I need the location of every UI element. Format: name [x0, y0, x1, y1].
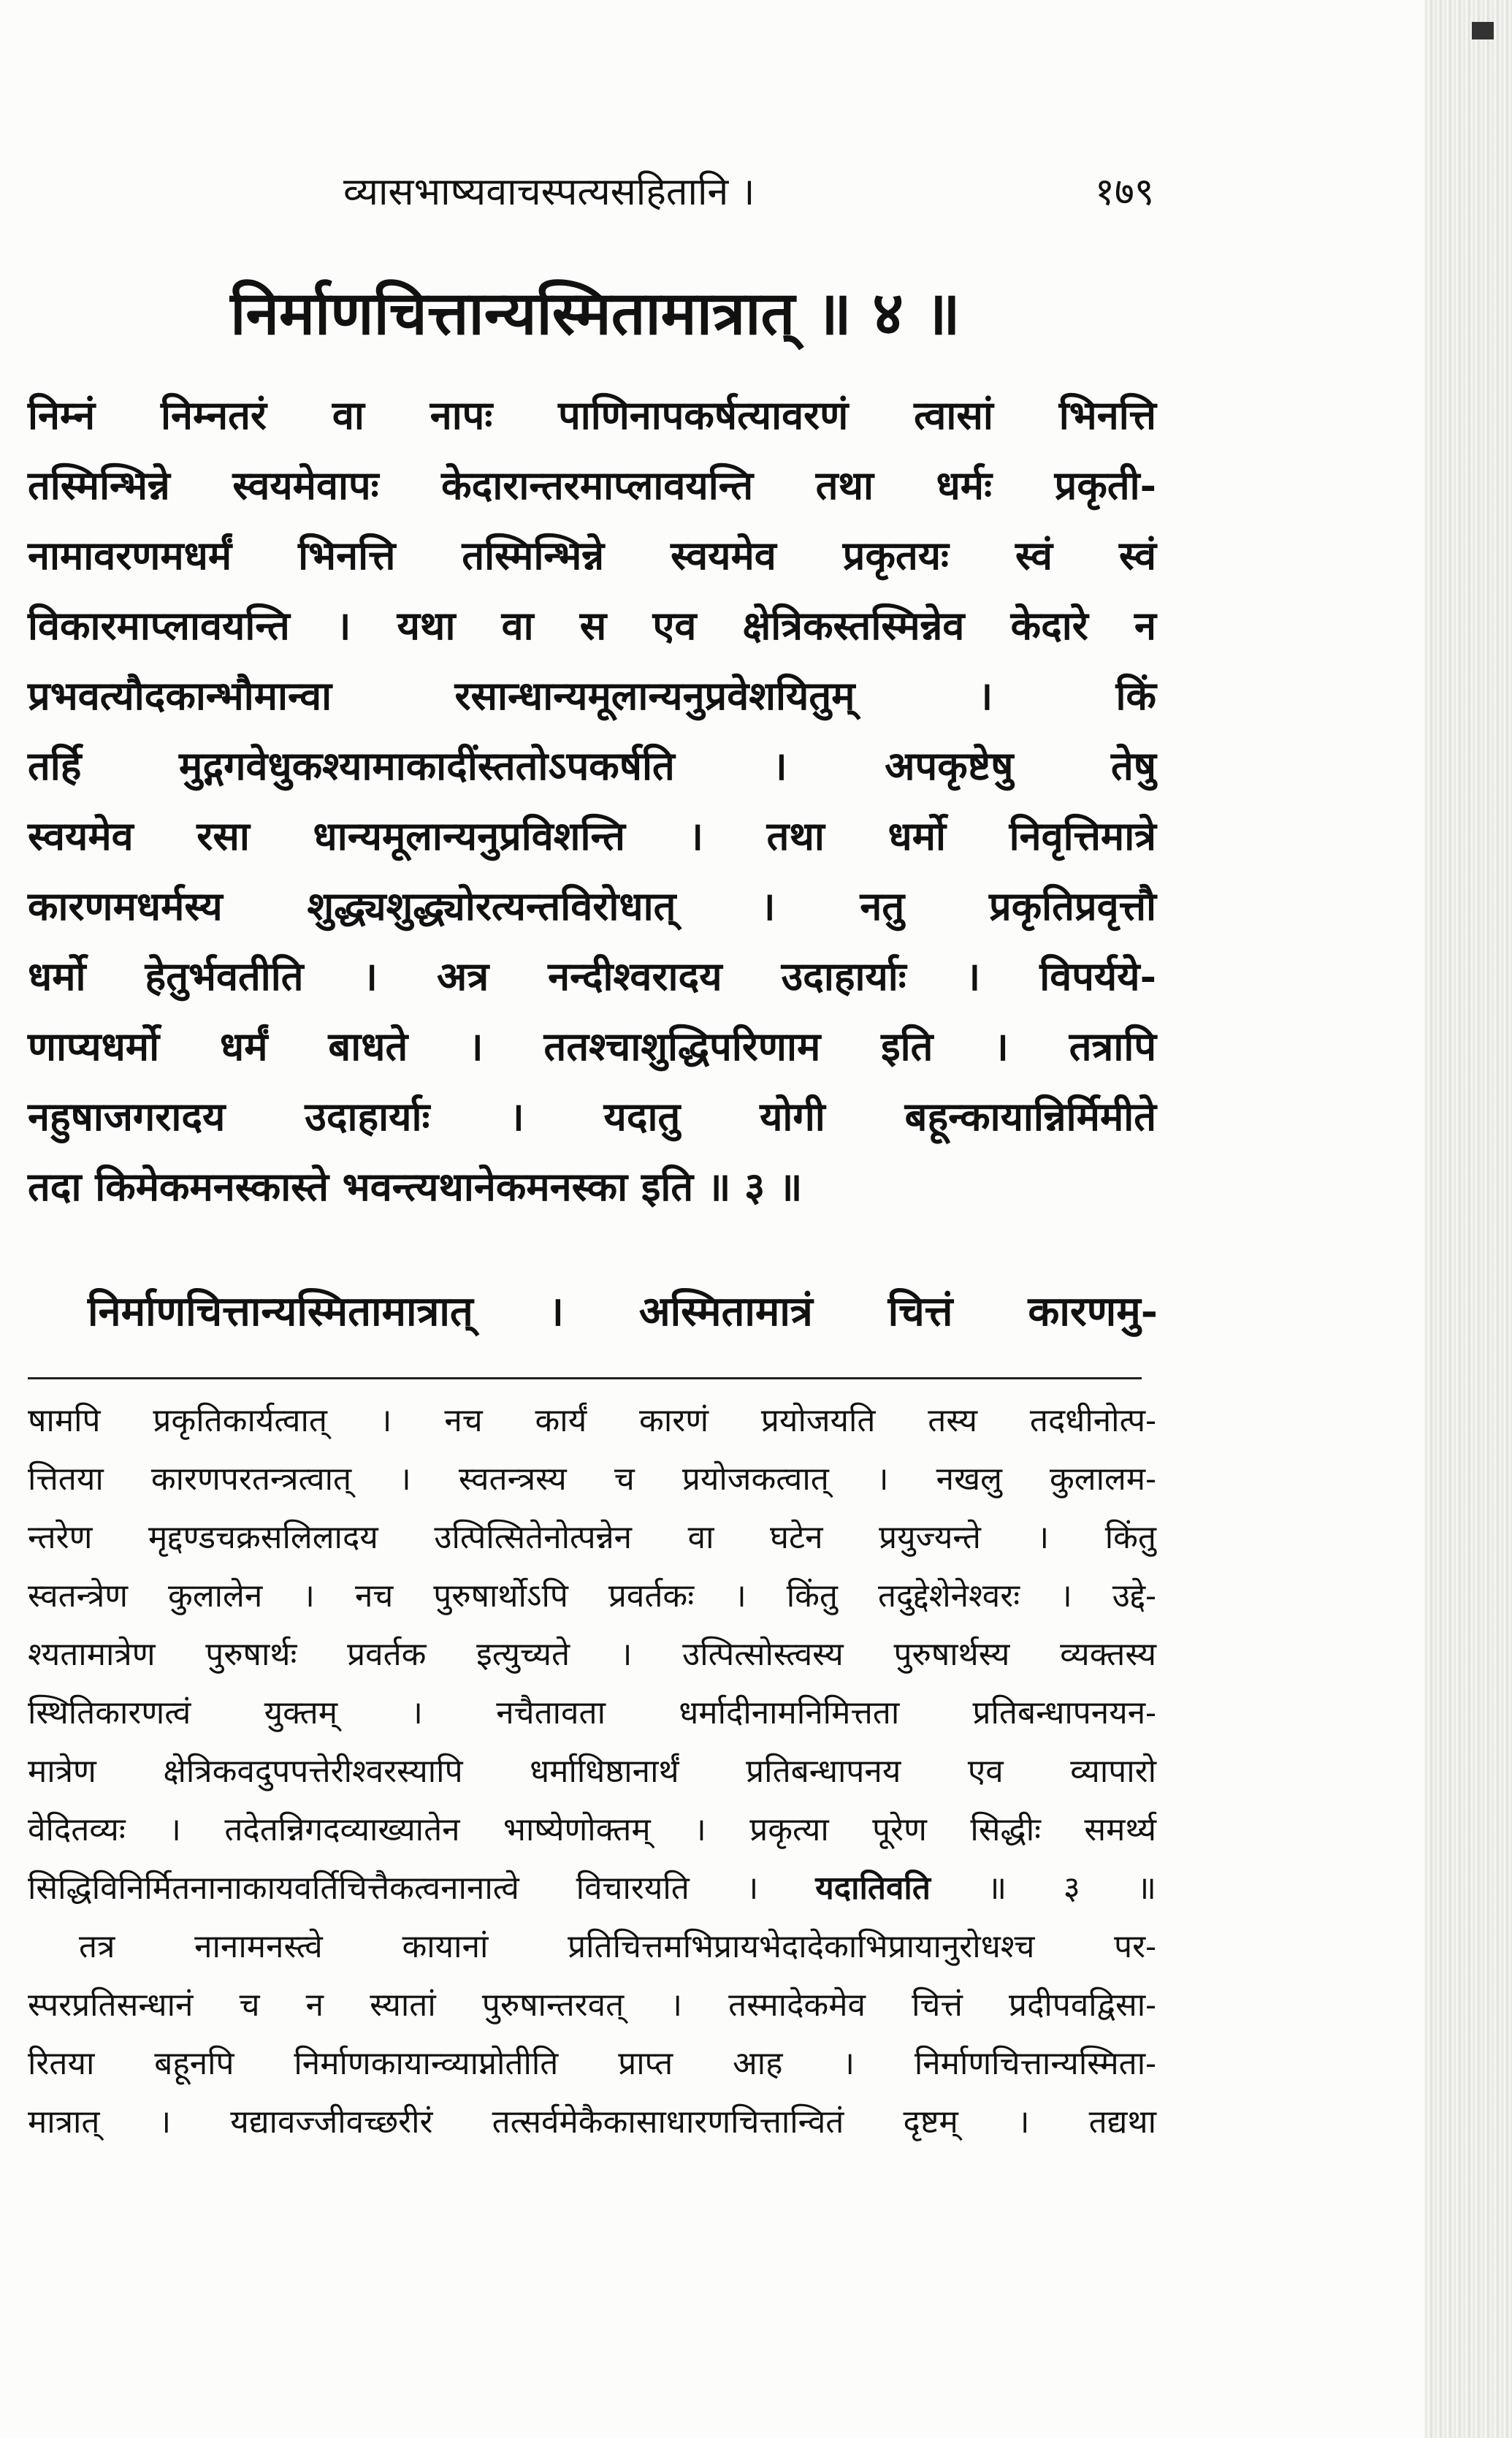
tika-line: षामपि प्रकृतिकार्यत्वात् । नच कार्यं कारणं प्रयोजयति तस्य तदधीनोत्प- [28, 1402, 1156, 1439]
tika-text: सिद्धिविनिर्मितनानाकायवर्तिचित्तैकत्वनानात्वे विचारयति । [28, 1870, 759, 1907]
bhashya-line: प्रभवत्यौदकान्भौमान्वा रसान्धान्यमूलान्यनुप्रवेशयितुम् । किं [28, 672, 1156, 719]
corner-mark [1472, 22, 1494, 39]
tika-line: त्तितया कारणपरतन्त्रत्वात् । स्वतन्त्रस्य च प्रयोजकत्वात् । नखलु कुलालम- [28, 1460, 1156, 1498]
bhashya-line: तस्मिन्भिन्ने स्वयमेवापः केदारान्तरमाप्लावयन्ति तथा धर्मः प्रकृती- [28, 462, 1156, 508]
bhashya-line: नामावरणमधर्मं भिनत्ति तस्मिन्भिन्ने स्वयमेव प्रकृतयः स्वं स्वं [28, 532, 1156, 579]
verse-number: ॥ ३ ॥ [987, 1870, 1156, 1907]
scanned-page-edge [1424, 0, 1512, 2438]
tika-line: स्वतन्त्रेण कुलालेन । नच पुरुषार्थोऽपि प्रवर्तकः । किंतु तदुद्देशेनेश्वरः । उद्दे- [28, 1577, 1156, 1615]
bhashya-line: नहुषाजगरादय उदाहार्याः । यदातु योगी बहून्कायान्निर्मिमीते [28, 1093, 1156, 1140]
tika-line: स्थितिकारणत्वं युक्तम् । नचैतावता धर्मादीनामनिमित्तता प्रतिबन्धापनयन- [28, 1694, 1156, 1732]
tika-line: श्यतामात्रेण पुरुषार्थः प्रवर्तक इत्युच्यते । उत्पित्सोस्त्वस्य पुरुषार्थस्य व्यक्तस्य [28, 1636, 1156, 1673]
running-header [343, 164, 1154, 216]
bhashya-line: विकारमाप्लावयन्ति । यथा वा स एव क्षेत्रिकस्तस्मिन्नेव केदारे न [28, 602, 1156, 649]
running-title: व्यासभाष्यवाचस्पत्यसहितानि । [343, 170, 755, 214]
bhashya-commentary [28, 380, 1156, 1222]
tika-line: न्तरेण मृद्दण्डचक्रसलिलादय उत्पित्सितेनोत्पन्नेन वा घटेन प्रयुज्यन्ते । किंतु [28, 1519, 1156, 1556]
tika-line: मात्रात् । यद्यावज्जीवच्छरीरं तत्सर्वमेकैकासाधारणचित्तान्वितं दृष्टम् । तद्यथा [28, 2103, 1156, 2141]
page-number: १७९ [1094, 170, 1154, 214]
tika-line: मात्रेण क्षेत्रिकवदुपपत्तेरीश्वरस्यापि धर्माधिष्ठानार्थं प्रतिबन्धापनय एव व्यापारो [28, 1753, 1156, 1790]
tika-line-with-pratika [28, 1859, 1156, 1918]
footnote-divider [28, 1377, 1142, 1379]
bhashya-line: तर्हि मुद्गगवेधुकश्यामाकादींस्ततोऽपकर्षति । अपकृष्टेषु तेषु [28, 742, 1156, 789]
next-sutra-line: निर्माणचित्तान्यस्मितामात्रात् । अस्मितामात्रं चित्तं कारणमु- [88, 1287, 1158, 1336]
tika-line: वेदितव्यः । तदेतन्निगदव्याख्यातेन भाष्येणोक्तम् । प्रकृत्या पूरेण सिद्धीः समर्थ्य [28, 1811, 1156, 1848]
tika-paragraph-start: तत्र नानामनस्त्वे कायानां प्रतिचित्तमभिप्रायभेदादेकाभिप्रायानुरोधश्च पर- [79, 1928, 1156, 1965]
bhashya-line: कारणमधर्मस्य शुद्ध्यशुद्ध्योरत्यन्तविरोधात् । नतु प्रकृतिप्रवृत्तौ [28, 883, 1156, 929]
bhashya-line: निम्नं निम्नतरं वा नापः पाणिनापकर्षत्यावरणं त्वासां भिनत्ति [28, 392, 1156, 438]
tika-commentary [28, 1392, 1156, 2152]
sutra-heading: निर्माणचित्तान्यस्मितामात्रात् ॥ ४ ॥ [230, 278, 961, 348]
tika-line: स्परप्रतिसन्धानं च न स्यातां पुरुषान्तरवत् । तस्मादेकमेव चित्तं प्रदीपवद्विसा- [28, 1986, 1156, 2024]
bhashya-line: स्वयमेव रसा धान्यमूलान्यनुप्रविशन्ति । तथा धर्मो निवृत्तिमात्रे [28, 812, 1156, 859]
bhashya-line: णाप्यधर्मो धर्मं बाधते । ततश्चाशुद्धिपरिणाम इति । तत्रापि [28, 1023, 1156, 1070]
pratika-quote: यदातिवति [815, 1870, 931, 1907]
bhashya-line: तदा किमेकमनस्कास्ते भवन्त्यथानेकमनस्का इति ॥ ३ ॥ [28, 1163, 803, 1210]
bhashya-line: धर्मो हेतुर्भवतीति । अत्र नन्दीश्वरादय उदाहार्याः । विपर्ययेे- [28, 953, 1156, 999]
tika-line: रितया बहूनपि निर्माणकायान्व्याप्नोतीति प्राप्त आह । निर्माणचित्तान्यस्मिता- [28, 2045, 1156, 2082]
